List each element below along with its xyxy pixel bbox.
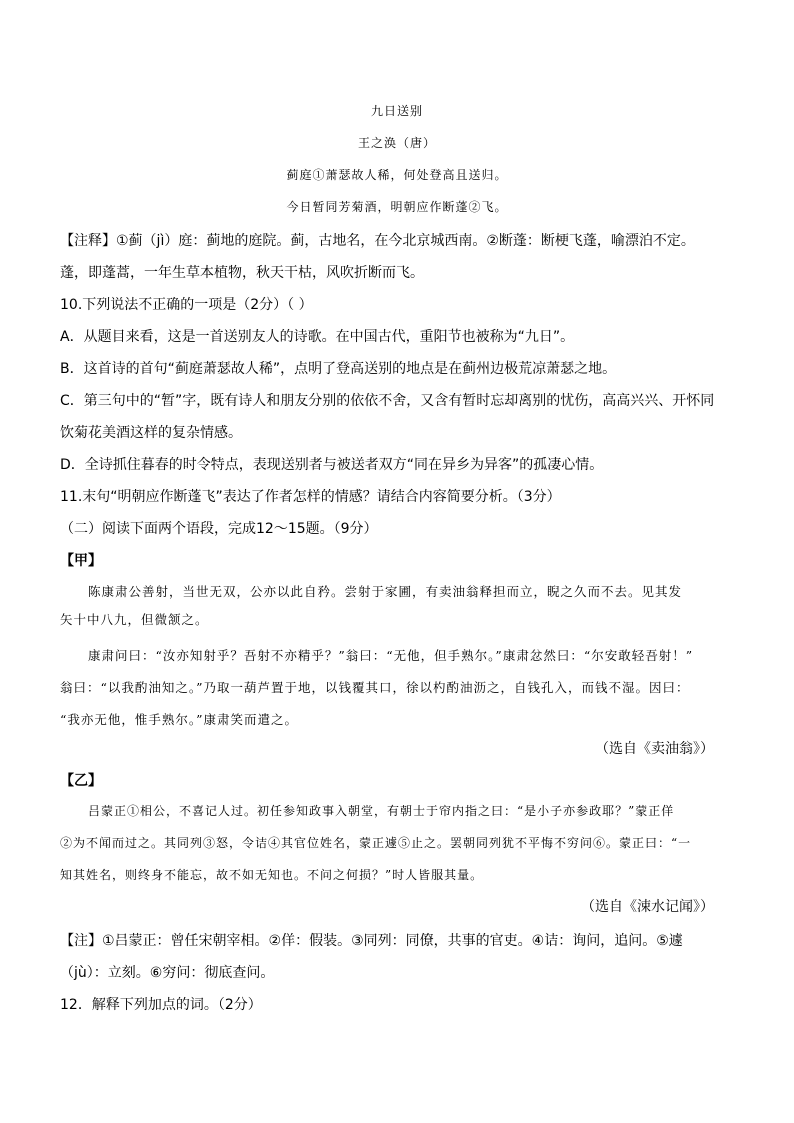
passage-yi-label: 【乙】: [60, 773, 102, 789]
note-2-line-1: 【注】①吕蒙正：曾任宋朝宰相。②佯：假装。③同列：同僚，共事的官吏。④诘：询问，追问。⑤遽: [60, 933, 683, 949]
passage-jia-line-2: 矢十中八九，但微颔之。: [60, 612, 209, 627]
note-2-line-2: （jù）：立刻。⑥穷问：彻底查问。: [60, 965, 275, 981]
question-11: 11.末句“明朝应作断蓬飞”表达了作者怎样的情感？请结合内容简要分析。（3分）: [60, 489, 561, 505]
poem-title: 九日送别: [370, 104, 423, 118]
passage-jia-label: 【甲】: [60, 553, 102, 569]
question-10-option-c-line-2: 饮菊花美酒这样的复杂情感。: [60, 425, 242, 441]
passage-yi-source: （选自《涑水记闻》）: [581, 899, 714, 915]
annotation-line-1: 【注释】①蓟（jì）庭：蓟地的庭院。蓟，古地名，在今北京城西南。②断蓬：断梗飞蓬，喻漂泊不定。: [60, 233, 695, 249]
poem-author: 王之涣（唐）: [357, 136, 436, 150]
question-10-option-c-line-1: C．第三句中的“暂”字，既有诗人和朋友分别的依依不舍，又含有暂时忘却离别的忧伤，高高兴兴、开怀同: [60, 393, 715, 409]
passage-jia-line-5: “我亦无他，惟手熟尔。”康肃笑而遣之。: [60, 712, 299, 727]
question-10-option-a: A．从题目来看，这是一首送别友人的诗歌。在中国古代，重阳节也被称为“九日”。: [60, 329, 575, 345]
question-10-stem: 10.下列说法不正确的一项是（2分）（ ）: [60, 297, 313, 313]
question-12: 12．解释下列加点的词。（2分）: [60, 997, 262, 1013]
passage-yi-line-3: 知其姓名，则终身不能忘，故不如无知也。不问之何损？”时人皆服其量。: [60, 868, 484, 882]
passage-jia-line-4: 翁曰：“以我酌油知之。”乃取一葫芦置于地，以钱覆其口，徐以杓酌油沥之，自钱孔入，而钱不湿。因曰：: [60, 680, 690, 695]
annotation-line-2: 蓬，即蓬蒿，一年生草本植物，秋天干枯，风吹折断而飞。: [60, 265, 424, 281]
passage-jia-line-3: 康肃问曰：“汝亦知射乎？吾射不亦精乎？”翁曰：“无他，但手熟尔。”康肃忿然曰：“尔安敢轻吾射！”: [88, 648, 694, 663]
poem-line-1: 蓟庭①萧瑟故人稀，何处登高且送归。: [286, 168, 508, 182]
passage-yi-line-2: ②为不闻而过之。其同列③怒，令诘④其官位姓名，蒙正遽⑤止之。罢朝同列犹不平悔不穷问⑥。蒙正曰：“一: [60, 836, 692, 850]
question-10-option-d: D．全诗抓住暮春的时令特点，表现送别者与被送者双方“同在异乡为异客”的孤凄心情。: [60, 457, 604, 473]
poem-line-2: 今日暂同芳菊酒，明朝应作断蓬②飞。: [286, 200, 508, 214]
passage-jia-source: （选自《卖油翁》）: [595, 741, 714, 757]
question-10-option-b: B．这首诗的首句“蓟庭萧瑟故人稀”，点明了登高送别的地点是在蓟州边极荒凉萧瑟之地。: [60, 361, 617, 377]
passage-yi-line-1: 吕蒙正①相公，不喜记人过。初任参知政事入朝堂，有朝士于帘内指之曰：“是小子亦参政耶？”蒙正佯: [88, 804, 675, 818]
section-2-heading: （二）阅读下面两个语段，完成12～15题。（9分）: [60, 521, 378, 537]
passage-jia-line-1: 陈康肃公善射，当世无双，公亦以此自矜。尝射于家圃，有卖油翁释担而立，睨之久而不去。见其发: [88, 584, 683, 599]
